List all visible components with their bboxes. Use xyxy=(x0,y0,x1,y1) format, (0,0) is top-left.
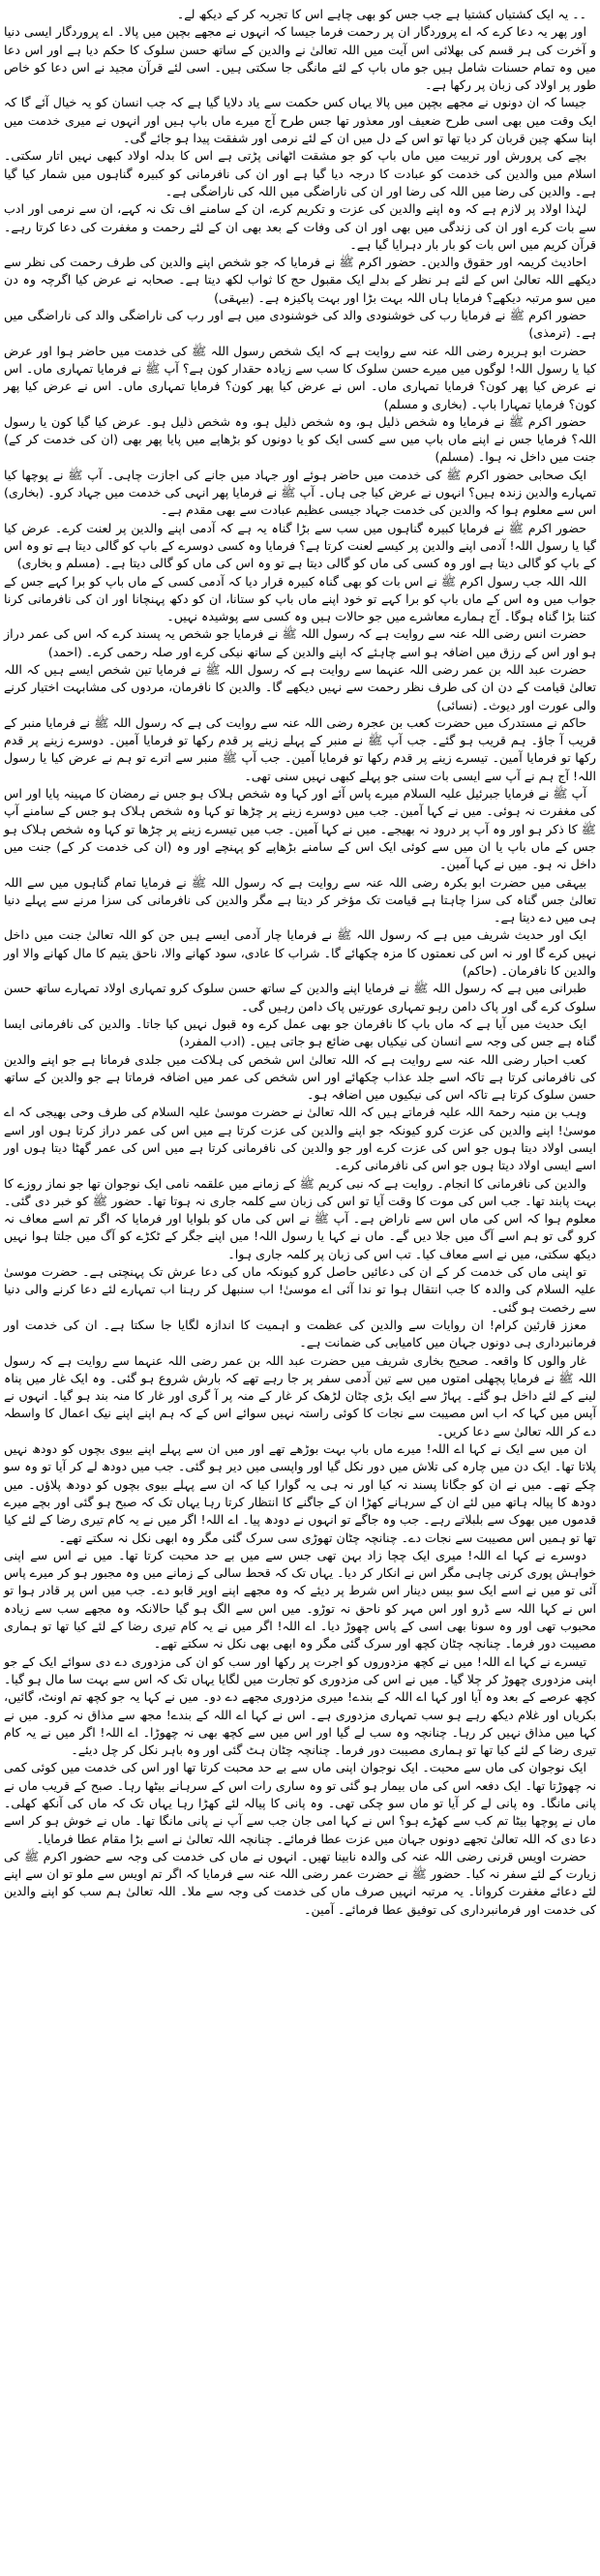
paragraph-4: بچے کی پرورش اور تربیت میں ماں باپ کو جو مشقت اٹھانی پڑتی ہے اس کا بدلہ اولاد کبھی نہیں اتار سکتی۔ اسلام میں والدین کی خدمت کو عبادت کا درجہ دیا گیا ہے اور ان کی نافرمانی کو کبیرہ گناہوں میں شمار کیا گیا ہے۔ والدین کی رضا میں اللہ کی رضا اور ان کی ناراضگی میں اللہ کی ناراضگی ہے۔ xyxy=(4,148,596,198)
paragraph-15: حاکم نے مستدرک میں حضرت کعب بن عجرہ رضی اللہ عنہ سے روایت کی ہے کہ رسول اللہ ﷺ نے فرمایا منبر کے قریب آ جاؤ۔ ہم قریب ہو گئے۔ جب آپ ﷺ نے منبر کے پہلے زینے پر قدم رکھا تو فرمایا آمین۔ دوسرے زینے پر قدم رکھا تو فرمایا آمین۔ تیسرے زینے پر قدم رکھا تو فرمایا آمین۔ جب آپ ﷺ منبر سے اترے تو ہم نے عرض کیا یا رسول اللہ! آج ہم نے آپ سے ایسی بات سنی جو پہلے کبھی نہیں سنی تھی۔ xyxy=(4,714,596,783)
paragraph-24: تو اپنی ماں کی خدمت کر کے ان کی دعائیں حاصل کرو کیونکہ ماں کی دعا عرش تک پہنچتی ہے۔ حضرت موسیٰ علیہ السلام کی والدہ کا جب انتقال ہوا تو ندا آئی اے موسیٰ! اب سنبھل کر رہنا اب تمہارے لئے دعا کرنے والی دنیا سے رخصت ہو گئی۔ xyxy=(4,1264,596,1315)
paragraph-20: ایک حدیث میں آیا ہے کہ ماں باپ کا نافرمان جو بھی عمل کرے وہ قبول نہیں کیا جاتا۔ والدین کی نافرمانی ایسا گناہ ہے جس کی وجہ سے انسان کی نیکیاں بھی ضائع ہو جاتی ہیں۔ (ادب المفرد) xyxy=(4,1015,596,1049)
paragraph-16: آپ ﷺ نے فرمایا جبرئیل علیہ السلام میرے پاس آئے اور کہا وہ شخص ہلاک ہو جس نے رمضان کا مہینہ پایا اور اس کی مغفرت نہ ہوئی۔ میں نے کہا آمین۔ جب میں دوسرے زینے پر چڑھا تو کہا وہ شخص ہلاک ہو جس کے سامنے آپ ﷺ کا ذکر ہو اور وہ آپ پر درود نہ بھیجے۔ میں نے کہا آمین۔ جب میں تیسرے زینے پر چڑھا تو کہا وہ شخص ہلاک ہو جس کے ماں باپ یا ان میں سے کوئی ایک اس کے سامنے بڑھاپے کو پہنچے اور وہ (ان کی خدمت کر کے) جنت میں داخل نہ ہو۔ میں نے کہا آمین۔ xyxy=(4,786,596,872)
paragraph-10: ایک صحابی حضور اکرم ﷺ کی خدمت میں حاضر ہوئے اور جہاد میں جانے کی اجازت چاہی۔ آپ ﷺ نے پوچھا کیا تمہارے والدین زندہ ہیں؟ انہوں نے عرض کیا جی ہاں۔ آپ ﷺ نے فرمایا پھر انہی کی خدمت میں جہاد کرو۔ (بخاری) اس سے معلوم ہوا کہ والدین کی خدمت جہاد جیسی عظیم عبادت سے بھی مقدم ہے۔ xyxy=(4,467,596,518)
paragraph-11: حضور اکرم ﷺ نے فرمایا کبیرہ گناہوں میں سب سے بڑا گناہ یہ ہے کہ آدمی اپنے والدین پر لعنت کرے۔ عرض کیا گیا یا رسول اللہ! آدمی اپنے والدین پر کیسے لعنت کرتا ہے؟ فرمایا وہ کسی دوسرے کے باپ کو گالی دیتا ہے تو وہ اس کے باپ کو گالی دیتا ہے اور وہ کسی کی ماں کو گالی دیتا ہے تو وہ اس کی ماں کو گالی دیتا ہے۔ (مسلم و بخاری) xyxy=(4,520,596,571)
paragraph-6: احادیث کریمہ اور حقوق والدین۔ حضور اکرم ﷺ نے فرمایا کہ جو شخص اپنے والدین کی طرف رحمت کی نظر سے دیکھے اللہ تعالیٰ اس کے لئے ہر نظر کے بدلے ایک مقبول حج کا ثواب لکھ دیتا ہے۔ صحابہ نے عرض کیا اگرچہ وہ دن میں سو مرتبہ دیکھے؟ فرمایا ہاں اللہ بہت بڑا اور بہت پاکیزہ ہے۔ (بیہقی) xyxy=(4,255,596,305)
paragraph-3: جیسا کہ ان دونوں نے مجھے بچپن میں پالا یہاں کس حکمت سے یاد دلایا گیا ہے کہ جب انسان کو یہ خیال آئے گا کہ ایک وقت میں بھی اسی طرح ضعیف اور معذور تھا جس طرح آج میرے ماں باپ ہیں اور انہوں نے میری خدمت میں اپنا سکھ چین قربان کر دیا تھا تو اس کے دل میں ان کے لئے نرمی اور شفقت پیدا ہو جائے گی۔ xyxy=(4,95,596,146)
paragraph-17: بیہقی میں حضرت ابو بکرہ رضی اللہ عنہ سے روایت ہے کہ رسول اللہ ﷺ نے فرمایا تمام گناہوں میں سے اللہ تعالیٰ جس گناہ کی سزا چاہتا ہے قیامت تک مؤخر کر دیتا ہے مگر والدین کی نافرمانی کی سزا مرنے سے پہلے دنیا ہی میں دے دیتا ہے۔ xyxy=(4,874,596,925)
paragraph-21: کعب احبار رضی اللہ عنہ سے روایت ہے کہ اللہ تعالیٰ اس شخص کی ہلاکت میں جلدی فرماتا ہے جو اپنے والدین کی نافرمانی کرتا ہے تاکہ اسے جلد عذاب چکھائے اور اس شخص کی عمر میں اضافہ فرماتا ہے جو والدین کے ساتھ حسن سلوک کرتا ہے تاکہ اس کی نیکیوں میں اضافہ ہو۔ xyxy=(4,1051,596,1103)
paragraph-22: وہب بن منبہ رحمۃ اللہ علیہ فرماتے ہیں کہ اللہ تعالیٰ نے حضرت موسیٰ علیہ السلام کی طرف وحی بھیجی کہ اے موسیٰ! اپنے والدین کی عزت کرو کیونکہ جو اپنے والدین کی عزت کرتا ہے میں اس کی عمر دراز کرتا ہوں اور اسے ایسی اولاد دیتا ہوں جو اس کی عزت کرے اور جو والدین کی نافرمانی کرتا ہے میں اس کی عمر گھٹا دیتا ہوں اور اسے ایسی اولاد دیتا ہوں جو اس کی نافرمانی کرے۔ xyxy=(4,1105,596,1173)
paragraph-12: اللہ اللہ جب رسول اکرم ﷺ نے اس بات کو بھی گناہ کبیرہ قرار دیا کہ آدمی کسی کے ماں باپ کو برا کہے جس کے جواب میں وہ اس کے ماں باپ کو برا کہے تو خود اپنے ماں باپ کو ستانا، ان کو دکھ پہنچانا اور ان کی نافرمانی کرنا کتنا بڑا گناہ ہوگا۔ آج ہمارے معاشرے میں جو حالات ہیں وہ کسی سے پوشیدہ نہیں۔ xyxy=(4,573,596,624)
paragraph-9: حضور اکرم ﷺ نے فرمایا وہ شخص ذلیل ہو، وہ شخص ذلیل ہو، وہ شخص ذلیل ہو۔ عرض کیا گیا کون یا رسول اللہ؟ فرمایا جس نے اپنے ماں باپ میں سے کسی ایک کو یا دونوں کو بڑھاپے میں پایا پھر بھی (ان کی خدمت کر کے) جنت میں داخل نہ ہوا۔ (مسلم) xyxy=(4,413,596,465)
paragraph-26: غار والوں کا واقعہ۔ صحیح بخاری شریف میں حضرت عبد اللہ بن عمر رضی اللہ عنہما سے روایت ہے کہ رسول اللہ ﷺ نے فرمایا پچھلی امتوں میں سے تین آدمی سفر پر جا رہے تھے کہ بارش شروع ہو گئی۔ وہ ایک غار میں پناہ لینے کے لئے داخل ہو گئے۔ پہاڑ سے ایک بڑی چٹان لڑھک کر غار کے منہ پر آ گری اور غار کا منہ بند ہو گیا۔ انہوں نے آپس میں کہا کہ اب اس مصیبت سے نجات کا کوئی راستہ نہیں سوائے اس کے کہ ہم اپنے اپنے نیک اعمال کا واسطہ دے کر اللہ تعالیٰ سے دعا کریں۔ xyxy=(4,1352,596,1439)
paragraph-31: حضرت اویس قرنی رضی اللہ عنہ کی والدہ نابینا تھیں۔ انہوں نے ماں کی خدمت کی وجہ سے حضور اکرم ﷺ کی زیارت کے لئے سفر نہ کیا۔ حضور ﷺ نے حضرت عمر رضی اللہ عنہ سے فرمایا کہ اگر تم اویس سے ملو تو ان سے اپنے لئے دعائے مغفرت کروانا۔ یہ مرتبہ انہیں صرف ماں کی خدمت کی وجہ سے ملا۔ اللہ تعالیٰ ہم سب کو اپنے والدین کی خدمت اور فرمانبرداری کی توفیق عطا فرمائے۔ آمین۔ xyxy=(4,1848,596,1917)
paragraph-5: لہٰذا اولاد پر لازم ہے کہ وہ اپنے والدین کی عزت و تکریم کرے، ان کے سامنے اف تک نہ کہے، ان سے نرمی اور ادب سے بات کرے اور ان کی زندگی میں بھی اور ان کی وفات کے بعد بھی ان کے لئے رحمت و مغفرت کی دعا کرتا رہے۔ قرآن کریم میں اس بات کو بار بار دہرایا گیا ہے۔ xyxy=(4,201,596,252)
paragraph-30: ایک نوجوان کی ماں سے محبت۔ ایک نوجوان اپنی ماں سے بے حد محبت کرتا تھا اور اس کی خدمت میں کوئی کمی نہ چھوڑتا تھا۔ ایک دفعہ اس کی ماں بیمار ہو گئی تو وہ ساری رات اس کے سرہانے بیٹھا رہا۔ صبح کے قریب ماں نے پانی مانگا۔ وہ پانی لے کر آیا تو ماں سو چکی تھی۔ وہ پانی کا پیالہ لئے کھڑا رہا یہاں تک کہ ماں کی آنکھ کھلی۔ ماں نے پوچھا بیٹا تم کب سے کھڑے ہو؟ اس نے کہا امی جان جب سے آپ نے پانی مانگا تھا۔ ماں نے خوش ہو کر اسے دعا دی کہ اللہ تعالیٰ تجھے دونوں جہان میں عزت عطا فرمائے۔ چنانچہ اللہ تعالیٰ نے اسے بڑا مقام عطا فرمایا۔ xyxy=(4,1760,596,1846)
paragraph-28: دوسرے نے کہا اے اللہ! میری ایک چچا زاد بہن تھی جس سے میں بے حد محبت کرتا تھا۔ میں نے اس سے اپنی خواہش پوری کرنی چاہی مگر اس نے انکار کر دیا۔ یہاں تک کہ قحط سالی کے زمانے میں وہ مجبور ہو کر میرے پاس آئی تو میں نے اسے ایک سو بیس دینار اس شرط پر دیئے کہ وہ مجھے اپنے اوپر قابو دے۔ جب میں اس پر قادر ہوا تو اس نے کہا اللہ سے ڈرو اور اس مہر کو ناحق نہ توڑو۔ میں اس سے الگ ہو گیا حالانکہ وہ مجھے سب سے زیادہ محبوب تھی اور وہ سونا بھی اسی کے پاس چھوڑ دیا۔ اے اللہ! اگر میں نے یہ کام تیری رضا کے لئے کیا تھا تو ہماری مصیبت دور فرما۔ چنانچہ چٹان کچھ اور سرک گئی مگر وہ ابھی بھی نکل نہ سکتے تھے۔ xyxy=(4,1547,596,1652)
paragraph-18: ایک اور حدیث شریف میں ہے کہ رسول اللہ ﷺ نے فرمایا چار آدمی ایسے ہیں جن کو اللہ تعالیٰ جنت میں داخل نہیں کرے گا اور نہ اس کی نعمتوں کا مزہ چکھائے گا۔ شراب کا عادی، سود کھانے والا، ناحق یتیم کا مال کھانے والا اور والدین کا نافرمان۔ (حاکم) xyxy=(4,927,596,979)
paragraph-13: حضرت انس رضی اللہ عنہ سے روایت ہے کہ رسول اللہ ﷺ نے فرمایا جو شخص یہ پسند کرے کہ اس کی عمر دراز ہو اور اس کے رزق میں اضافہ ہو اسے چاہئے کہ اپنے والدین کے ساتھ نیکی کرے اور صلہ رحمی کرے۔ (احمد) xyxy=(4,626,596,659)
paragraph-19: طبرانی میں ہے کہ رسول اللہ ﷺ نے فرمایا اپنے والدین کے ساتھ حسن سلوک کرو تمہاری اولاد تمہارے ساتھ حسن سلوک کرے گی اور پاک دامن رہو تمہاری عورتیں پاک دامن رہیں گی۔ xyxy=(4,981,596,1014)
paragraph-2: اور پھر یہ دعا کرے کہ اے پروردگار ان پر رحمت فرما جیسا کہ انہوں نے مجھے بچپن میں پالا۔ اے پروردگار ایسی دنیا و آخرت کی ہر قسم کی بھلائی اس آیت میں اللہ تعالیٰ نے والدین کے ساتھ حسن سلوک کا حکم دیا ہے اور اس دعا میں وہ تمام حسنات شامل ہیں جو ماں باپ کے لئے مانگی جا سکتی ہیں۔ اسی لئے قرآن مجید نے اس دعا کو خاص طور پر اولاد کی زبان پر رکھا ہے۔ xyxy=(4,24,596,93)
paragraph-14: حضرت عبد اللہ بن عمر رضی اللہ عنہما سے روایت ہے کہ رسول اللہ ﷺ نے فرمایا تین شخص ایسے ہیں کہ اللہ تعالیٰ قیامت کے دن ان کی طرف نظر رحمت سے نہیں دیکھے گا۔ والدین کا نافرمان، مردوں کی مشابہت اختیار کرنے والی عورت اور دیوث۔ (نسائی) xyxy=(4,661,596,712)
paragraph-27: ان میں سے ایک نے کہا اے اللہ! میرے ماں باپ بہت بوڑھے تھے اور میں ان سے پہلے اپنے بیوی بچوں کو دودھ نہیں پلاتا تھا۔ ایک دن میں چارہ کی تلاش میں دور نکل گیا اور واپسی میں دیر ہو گئی۔ جب میں دودھ لے کر آیا تو وہ سو چکے تھے۔ میں نے ان کو جگانا پسند نہ کیا اور نہ ہی یہ گوارا کیا کہ ان سے پہلے بیوی بچوں کو دودھ پلاؤں۔ میں دودھ کا پیالہ ہاتھ میں لئے ان کے سرہانے کھڑا ان کے جاگنے کا انتظار کرتا رہا یہاں تک کہ صبح ہو گئی اور بچے میرے قدموں میں بھوک سے بلبلاتے رہے۔ جب وہ جاگے تو انہوں نے دودھ پیا۔ اے اللہ! اگر میں نے یہ کام تیری رضا کے لئے کیا تھا تو ہمیں اس مصیبت سے نجات دے۔ چنانچہ چٹان تھوڑی سی سرک گئی مگر وہ ابھی نکل نہ سکتے تھے۔ xyxy=(4,1441,596,1545)
paragraph-29: تیسرے نے کہا اے اللہ! میں نے کچھ مزدوروں کو اجرت پر رکھا اور سب کو ان کی مزدوری دے دی سوائے ایک کے جو اپنی مزدوری چھوڑ کر چلا گیا۔ میں نے اس کی مزدوری کو تجارت میں لگایا یہاں تک کہ اس سے بہت سا مال ہو گیا۔ کچھ عرصے کے بعد وہ آیا اور کہا اے اللہ کے بندے! میری مزدوری مجھے دے دو۔ میں نے کہا یہ جو کچھ تم اونٹ، گائیں، بکریاں اور غلام دیکھ رہے ہو سب تمہاری مزدوری ہے۔ اس نے کہا اے اللہ کے بندے! مجھ سے مذاق نہ کرو۔ میں نے کہا میں مذاق نہیں کر رہا۔ چنانچہ وہ سب لے گیا اور اس میں سے کچھ بھی نہ چھوڑا۔ اے اللہ! اگر میں نے یہ کام تیری رضا کے لئے کیا تھا تو ہماری مصیبت دور فرما۔ چنانچہ چٹان ہٹ گئی اور وہ باہر نکل کر چل دیئے۔ xyxy=(4,1653,596,1758)
paragraph-25: معزز قارئین کرام! ان روایات سے والدین کی عظمت و اہمیت کا اندازہ لگایا جا سکتا ہے۔ ان کی خدمت اور فرمانبرداری ہی دونوں جہان میں کامیابی کی ضمانت ہے۔ xyxy=(4,1317,596,1350)
paragraph-7: حضور اکرم ﷺ نے فرمایا رب کی خوشنودی والد کی خوشنودی میں ہے اور رب کی ناراضگی والد کی ناراضگی میں ہے۔ (ترمذی) xyxy=(4,308,596,341)
paragraph-8: حضرت ابو ہریرہ رضی اللہ عنہ سے روایت ہے کہ ایک شخص رسول اللہ ﷺ کی خدمت میں حاضر ہوا اور عرض کیا یا رسول اللہ! لوگوں میں میرے حسن سلوک کا سب سے زیادہ حقدار کون ہے؟ آپ ﷺ نے فرمایا تمہاری ماں۔ اس نے عرض کیا پھر کون؟ فرمایا تمہاری ماں۔ اس نے عرض کیا پھر کون؟ فرمایا تمہاری ماں۔ اس نے عرض کیا پھر کون؟ فرمایا تمہارا باپ۔ (بخاری و مسلم) xyxy=(4,343,596,411)
paragraph-1: ۔۔ یہ ایک کشتیاں کشتیا ہے جب جس کو بھی چاہے اس کا تجربہ کر کے دیکھ لے۔ xyxy=(176,7,586,21)
paragraph-23: والدین کی نافرمانی کا انجام۔ روایت ہے کہ نبی کریم ﷺ کے زمانے میں علقمہ نامی ایک نوجوان تھا جو نماز روزے کا بہت پابند تھا۔ جب اس کی موت کا وقت آیا تو اس کی زبان سے کلمہ جاری نہ ہوتا تھا۔ حضور ﷺ کو خبر دی گئی۔ معلوم ہوا کہ اس کی ماں اس سے ناراض ہے۔ آپ ﷺ نے اس کی ماں کو بلوایا اور فرمایا کہ اگر تم اسے معاف نہ کرو گی تو ہم اسے آگ میں جلا دیں گے۔ ماں نے کہا یا رسول اللہ! میں اپنے جگر کے ٹکڑے کو آگ میں جلتا ہوا نہیں دیکھ سکتی، میں نے اسے معاف کیا۔ تب اس کی زبان پر کلمہ جاری ہوا۔ xyxy=(4,1175,596,1261)
